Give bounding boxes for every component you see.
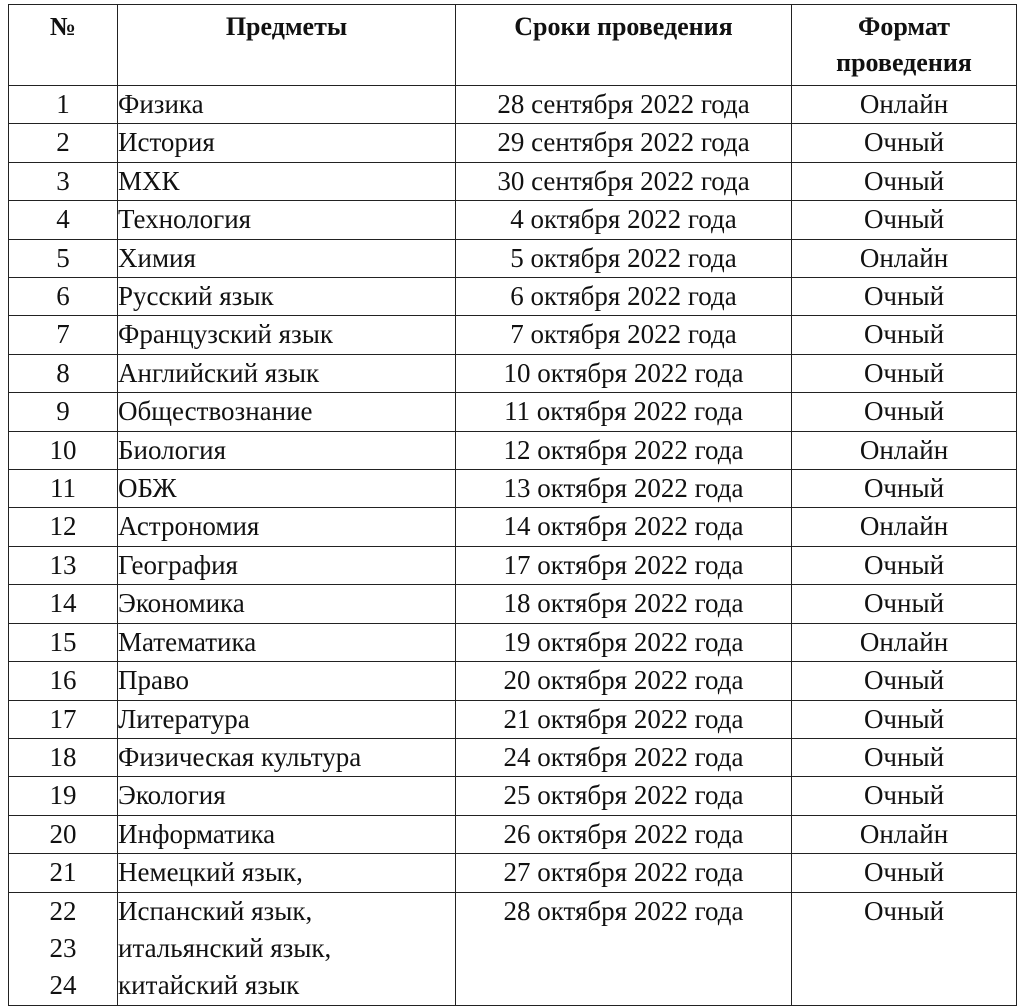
row-date: 26 октября 2022 года	[456, 815, 792, 853]
row-date: 25 октября 2022 года	[456, 777, 792, 815]
row-number: 14	[9, 585, 118, 623]
row-date: 5 октября 2022 года	[456, 239, 792, 277]
row-subject-line: итальянский язык,	[118, 932, 332, 963]
row-date: 20 октября 2022 года	[456, 662, 792, 700]
row-format: Очный	[792, 201, 1017, 239]
row-format: Очный	[792, 470, 1017, 508]
row-subject: История	[118, 124, 456, 162]
row-subject: Обществознание	[118, 393, 456, 431]
table-row	[9, 854, 1017, 892]
row-date: 30 сентября 2022 года	[456, 162, 792, 200]
row-number: 6	[9, 278, 118, 316]
row-subject: Математика	[118, 623, 456, 661]
table-row	[9, 508, 1017, 546]
row-subject: ОБЖ	[118, 470, 456, 508]
row-subject: Литература	[118, 700, 456, 738]
row-number: 12	[9, 508, 118, 546]
row-date: 6 октября 2022 года	[456, 278, 792, 316]
row-format: Онлайн	[792, 815, 1017, 853]
row-number: 13	[9, 546, 118, 584]
table-row	[9, 393, 1017, 431]
row-subject: Астрономия	[118, 508, 456, 546]
row-subject: Английский язык	[118, 354, 456, 392]
row-format: Онлайн	[792, 86, 1017, 124]
row-subject-line: Испанский язык,	[118, 895, 313, 926]
row-number: 1	[9, 86, 118, 124]
table-row	[9, 546, 1017, 584]
row-number: 4	[9, 201, 118, 239]
row-number: 3	[9, 162, 118, 200]
row-format: Очный	[792, 854, 1017, 892]
row-format: Онлайн	[792, 508, 1017, 546]
row-subject-line: китайский язык	[118, 970, 300, 1001]
header-number: №	[9, 5, 118, 86]
row-format: Очный	[792, 162, 1017, 200]
header-row	[9, 5, 1017, 86]
row-number: 21	[9, 854, 118, 892]
row-date: 10 октября 2022 года	[456, 354, 792, 392]
table-row	[9, 278, 1017, 316]
row-number: 8	[9, 354, 118, 392]
row-subject: Биология	[118, 431, 456, 469]
row-date: 18 октября 2022 года	[456, 585, 792, 623]
row-format: Очный	[792, 662, 1017, 700]
row-subject: Русский язык	[118, 278, 456, 316]
row-number: 7	[9, 316, 118, 354]
table-row-last	[9, 892, 1017, 1005]
row-format: Онлайн	[792, 239, 1017, 277]
row-format: Очный	[792, 738, 1017, 776]
table-row	[9, 354, 1017, 392]
header-subject: Предметы	[118, 5, 456, 86]
row-date: 12 октября 2022 года	[456, 431, 792, 469]
row-number-line: 22	[49, 895, 77, 926]
row-subject: Экономика	[118, 585, 456, 623]
row-number: 5	[9, 239, 118, 277]
row-number: 18	[9, 738, 118, 776]
row-format: Онлайн	[792, 431, 1017, 469]
row-date: 28 сентября 2022 года	[456, 86, 792, 124]
row-date: 24 октября 2022 года	[456, 738, 792, 776]
row-format: Очный	[792, 892, 1017, 1005]
row-format: Очный	[792, 316, 1017, 354]
row-date: 14 октября 2022 года	[456, 508, 792, 546]
row-number: 17	[9, 700, 118, 738]
row-date: 17 октября 2022 года	[456, 546, 792, 584]
row-number: 11	[9, 470, 118, 508]
row-format: Очный	[792, 278, 1017, 316]
row-format: Очный	[792, 546, 1017, 584]
row-subject: МХК	[118, 162, 456, 200]
row-date: 7 октября 2022 года	[456, 316, 792, 354]
header-dates: Сроки проведения	[456, 5, 792, 86]
table-row	[9, 162, 1017, 200]
row-subject: Право	[118, 662, 456, 700]
row-number: 20	[9, 815, 118, 853]
row-subject: Химия	[118, 239, 456, 277]
table-row	[9, 201, 1017, 239]
row-subject: Физика	[118, 86, 456, 124]
table-row	[9, 124, 1017, 162]
table-row	[9, 623, 1017, 661]
row-subject: Французский язык	[118, 316, 456, 354]
row-date: 28 октября 2022 года	[456, 892, 792, 1005]
row-number: 16	[9, 662, 118, 700]
row-number: 9	[9, 393, 118, 431]
row-number: 19	[9, 777, 118, 815]
row-number: 10	[9, 431, 118, 469]
row-date: 19 октября 2022 года	[456, 623, 792, 661]
row-subject: Экология	[118, 777, 456, 815]
row-date: 13 октября 2022 года	[456, 470, 792, 508]
table-row	[9, 777, 1017, 815]
row-subject-stack	[118, 892, 456, 1005]
table-row	[9, 470, 1017, 508]
row-date: 21 октября 2022 года	[456, 700, 792, 738]
row-subject: Немецкий язык,	[118, 854, 456, 892]
table-row	[9, 86, 1017, 124]
table-row	[9, 239, 1017, 277]
row-date: 27 октября 2022 года	[456, 854, 792, 892]
row-format: Очный	[792, 124, 1017, 162]
schedule-table	[8, 4, 1017, 1006]
table-row	[9, 815, 1017, 853]
table-row	[9, 316, 1017, 354]
row-format: Очный	[792, 700, 1017, 738]
row-subject: Технология	[118, 201, 456, 239]
row-number: 2	[9, 124, 118, 162]
row-date: 11 октября 2022 года	[456, 393, 792, 431]
table-row	[9, 662, 1017, 700]
row-format: Очный	[792, 585, 1017, 623]
table-row	[9, 700, 1017, 738]
row-format: Очный	[792, 354, 1017, 392]
row-format: Очный	[792, 777, 1017, 815]
row-format: Очный	[792, 393, 1017, 431]
row-number: 15	[9, 623, 118, 661]
row-number-line: 23	[49, 932, 77, 963]
row-subject: Физическая культура	[118, 738, 456, 776]
row-format: Онлайн	[792, 623, 1017, 661]
row-number-line: 24	[49, 970, 77, 1001]
table-row	[9, 431, 1017, 469]
table-row	[9, 585, 1017, 623]
row-subject: Информатика	[118, 815, 456, 853]
row-date: 29 сентября 2022 года	[456, 124, 792, 162]
row-number-stack	[9, 892, 118, 1005]
table-row	[9, 738, 1017, 776]
row-subject: География	[118, 546, 456, 584]
table-body	[9, 86, 1017, 1006]
header-format: Формат проведения	[792, 5, 1017, 86]
row-date: 4 октября 2022 года	[456, 201, 792, 239]
